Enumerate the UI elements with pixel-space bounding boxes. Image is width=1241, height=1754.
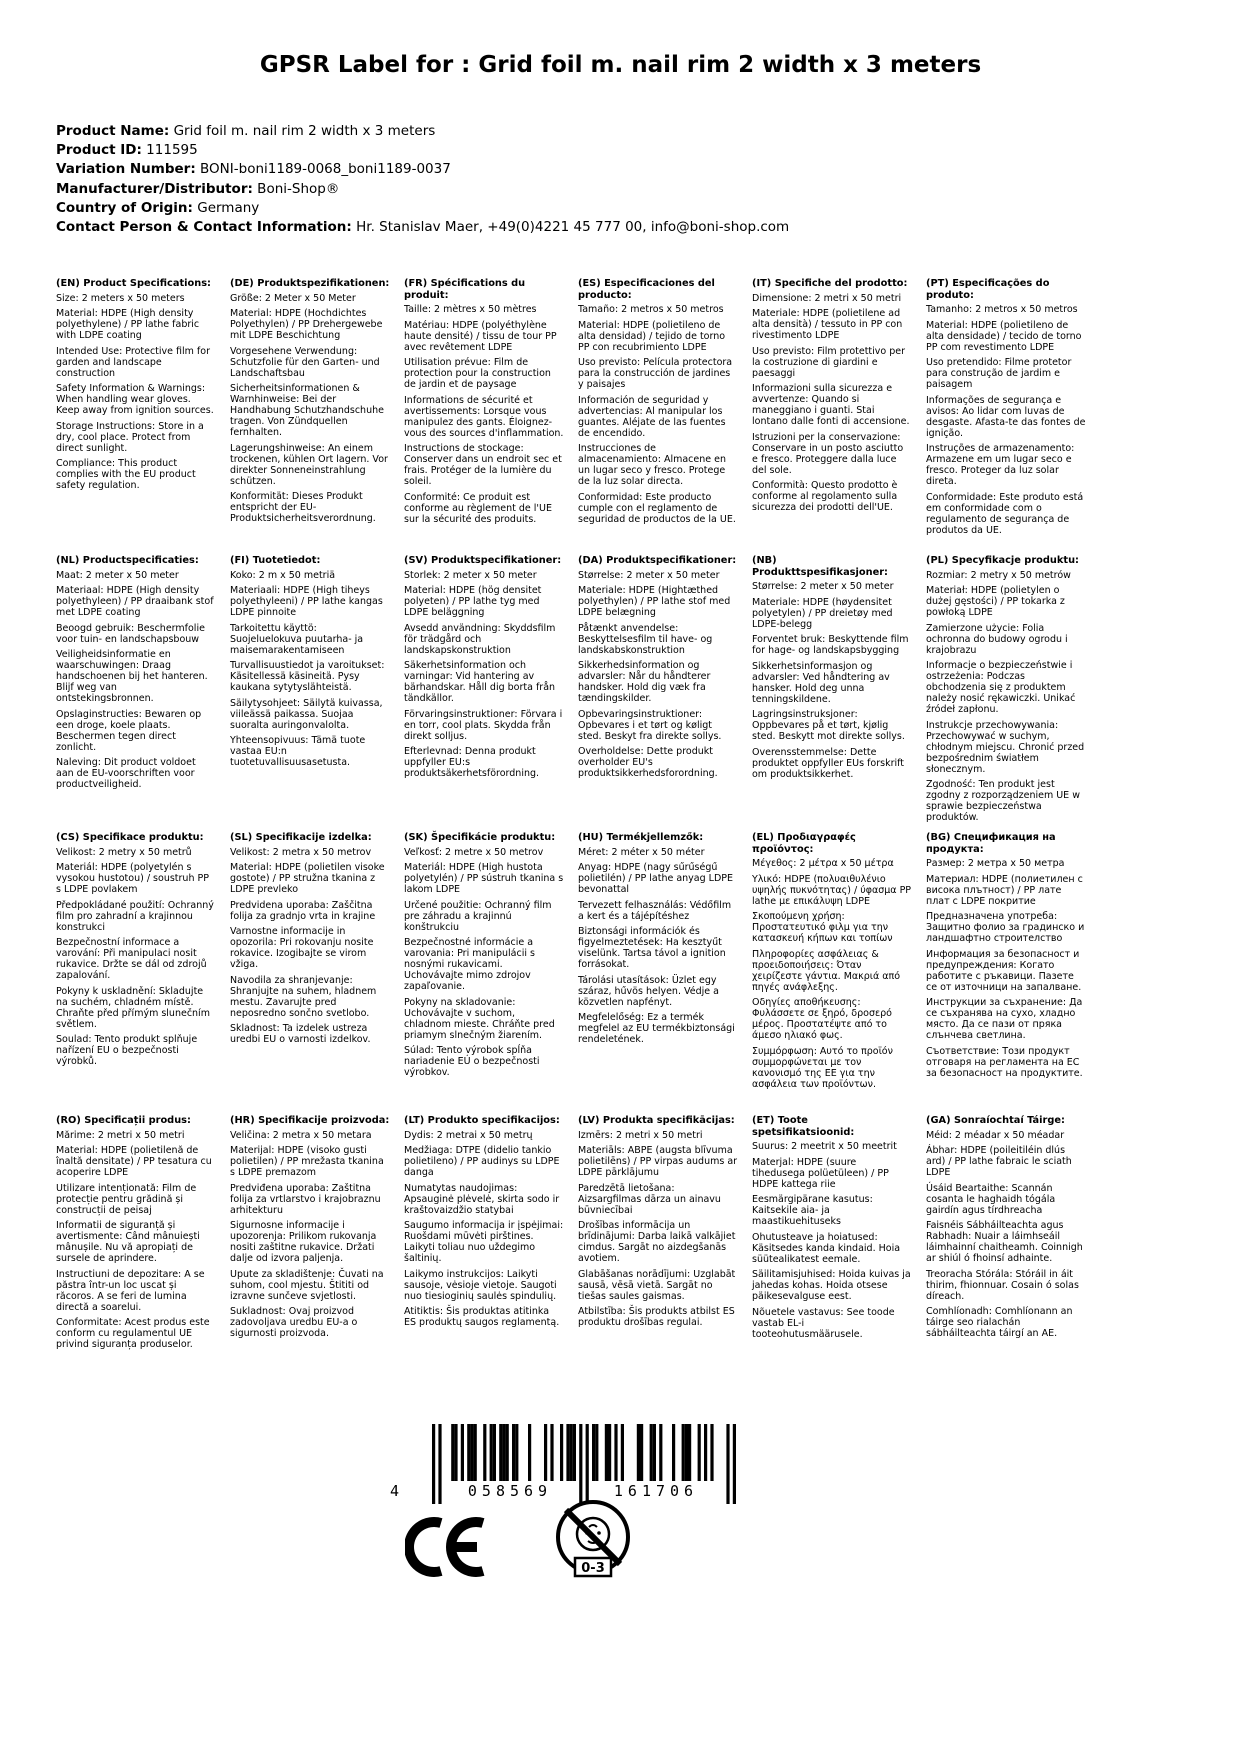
info-value: Hr. Stanislav Maer, +49(0)4221 45 777 00, info@boni-shop.com xyxy=(351,219,790,236)
spec-paragraph: Eesmärgipärane kasutus: Kaitsekile aia- ja maastikuehituseks xyxy=(752,1194,873,1228)
spec-paragraph: Uso pretendido: Filme protetor para construção de jardim e paisagem xyxy=(926,357,1072,391)
spec-paragraph: Instruções de armazenamento: Armazene em um lugar seco e fresco. Proteger da luz solar direta. xyxy=(926,443,1075,488)
svg-text:0-3: 0-3 xyxy=(581,1561,605,1576)
spec-block-de xyxy=(230,278,390,555)
info-label: Product Name: xyxy=(56,123,170,139)
spec-paragraph: Materiál: HDPE (High hustota polyetylén) / PP sústruh tkanina s lakom LDPE xyxy=(404,862,564,896)
spec-block-sk xyxy=(404,832,564,1115)
spec-block-nl xyxy=(56,555,216,832)
spec-heading: (GA) Sonraíochtaí Táirge: xyxy=(926,1115,1065,1126)
spec-paragraph: Материал: HDPE (полиетилен с висока плътност) / PP лате плат с LDPE покритие xyxy=(926,873,1083,907)
spec-paragraph: Pokyny k uskladnění: Skladujte na suchém, chladném místě. Chraňte před přímým slunečním světlem. xyxy=(56,985,210,1030)
spec-paragraph: Material: HDPE (polietilen visoke gostote) / PP stružna tkanina z LDPE prevleko xyxy=(230,862,385,896)
spec-block-ga xyxy=(926,1115,1086,1355)
info-row xyxy=(56,141,789,160)
spec-paragraph: Información de seguridad y advertencias: Al manipular los guantes. Aléjate de las fuentes de encendido. xyxy=(578,394,726,439)
spec-paragraph: Съответствие: Този продукт отговаря на регламента на ЕС за безопасност на продуктите. xyxy=(926,1045,1083,1079)
spec-heading: (RO) Specificații produs: xyxy=(56,1115,191,1126)
info-label: Contact Person & Contact Information: xyxy=(56,219,352,236)
spec-paragraph: Tamaño: 2 metros x 50 metros xyxy=(578,304,724,316)
spec-block-bg xyxy=(926,832,1086,1115)
spec-block-sv xyxy=(404,555,564,832)
spec-paragraph: Méid: 2 méadar x 50 méadar xyxy=(926,1129,1065,1141)
info-label: Variation Number: xyxy=(56,161,196,178)
spec-paragraph: Υλικό: HDPE (πολυαιθυλένιο υψηλής πυκνότητας) / ύφασμα PP lathe με επικάλυψη LDPE xyxy=(752,873,912,907)
spec-block-hu xyxy=(578,832,738,1115)
spec-block-et xyxy=(752,1115,912,1355)
spec-heading: (DE) Produktspezifikationen: xyxy=(230,278,390,289)
spec-paragraph: Overholdelse: Dette produkt overholder EU's produktsikkerhedsforordning. xyxy=(578,746,718,780)
spec-paragraph: Beoogd gebruik: Beschermfolie voor tuin- en landschapsbouw xyxy=(56,622,205,645)
spec-paragraph: Nõuetele vastavus: See toode vastab EL-i tooteohutusmäärusele. xyxy=(752,1306,895,1340)
spec-block-pt xyxy=(926,278,1086,555)
spec-paragraph: Σκοπούμενη χρήση: Προστατευτικό φιλμ για την κατασκευή κήπων και τοπίων xyxy=(752,911,893,945)
info-row xyxy=(56,122,789,141)
spec-paragraph: Předpokládané použití: Ochranný film pro zahradní a krajinnou konstrukci xyxy=(56,899,214,933)
spec-paragraph: Yhteensopivuus: Tämä tuote vastaa EU:n tuotetuvallisuusasetusta. xyxy=(230,735,366,769)
spec-paragraph: Zgodność: Ten produkt jest zgodny z rozporządzeniem UE w sprawie bezpieczeństwa produktów. xyxy=(926,779,1080,824)
spec-paragraph: Mărime: 2 metri x 50 metri xyxy=(56,1129,185,1141)
spec-heading: (EL) Προδιαγραφές προϊόντος: xyxy=(752,832,856,855)
spec-paragraph: Conformidade: Este produto está em conformidade com o regulamento de segurança de produtos da UE. xyxy=(926,491,1084,536)
spec-paragraph: Materiale: HDPE (høydensitet polyetylen) / PP dreietøy med LDPE-belegg xyxy=(752,596,893,630)
spec-paragraph: Numatytas naudojimas: Apsauginė plėvelė, skirta sodo ir kraštovaizdžio statybai xyxy=(404,1182,560,1216)
spec-paragraph: Predviđena uporaba: Zaštitna folija za vrtlarstvo i krajobraznu arhitekturu xyxy=(230,1182,381,1216)
spec-block-es xyxy=(578,278,738,555)
spec-paragraph: Dydis: 2 metrai x 50 metrų xyxy=(404,1129,533,1141)
spec-paragraph: Materjal: HDPE (suure tihedusega polüetüleen) / PP HDPE kattega riie xyxy=(752,1156,889,1190)
spec-block-nb xyxy=(752,555,912,832)
barcode-left-digits: 058569 xyxy=(467,1482,553,1500)
spec-heading: (PT) Especificações do produto: xyxy=(926,278,1050,301)
spec-paragraph: Säkerhetsinformation och varningar: Vid hantering av bärhandskar. Håll dig borta från tändkällor. xyxy=(404,660,556,705)
spec-paragraph: Medžiaga: DTPE (didelio tankio polietileno) / PP audinys su LDPE danga xyxy=(404,1145,560,1179)
age-warning-0-3-icon xyxy=(548,1492,638,1594)
spec-paragraph: Informazioni sulla sicurezza e avvertenze: Quando si maneggiano i guanti. Stai lontano dalle fonti di accensione. xyxy=(752,383,910,428)
info-row xyxy=(56,218,789,237)
spec-heading: (ES) Especificaciones del producto: xyxy=(578,278,715,301)
info-value: BONI-boni1189-0068_boni1189-0037 xyxy=(195,161,451,178)
spec-paragraph: Soulad: Tento produkt splňuje nařízení EU o bezpečnosti výrobků. xyxy=(56,1034,198,1068)
spec-paragraph: Faisnéis Sábháilteachta agus Rabhadh: Nuair a láimhseáil láimhainní chaitheamh. Coinnigh ar shiúl ó fhoinsí adhainte. xyxy=(926,1220,1083,1265)
info-row xyxy=(56,160,789,179)
spec-heading: (NL) Productspecificaties: xyxy=(56,555,199,566)
spec-paragraph: Veiligheidsinformatie en waarschuwingen: Draag handschoenen bij het hanteren. Blijf weg van ontstekingsbronnen. xyxy=(56,649,208,705)
spec-paragraph: Avsedd användning: Skyddsfilm för trädgård och landskapskonstruktion xyxy=(404,622,556,656)
spec-paragraph: Opslaginstructies: Bewaren op een droge, koele plaats. Beschermen tegen direct zonlicht. xyxy=(56,708,202,753)
spec-paragraph: Instrucciones de almacenamiento: Almacene en un lugar seco y fresco. Protege de la luz solar directa. xyxy=(578,443,726,488)
spec-block-lv xyxy=(578,1115,738,1355)
spec-paragraph: Conformità: Questo prodotto è conforme al regolamento sulla sicurezza dei prodotti dell'UE. xyxy=(752,480,898,514)
spec-paragraph: Koko: 2 m x 50 metriä xyxy=(230,569,336,581)
spec-paragraph: Tárolási utasítások: Üzlet egy száraz, hűvös helyen. Védje a közvetlen napfényt. xyxy=(578,974,719,1008)
spec-heading: (EN) Product Specifications: xyxy=(56,278,211,289)
spec-paragraph: Izmērs: 2 metri x 50 metri xyxy=(578,1129,703,1141)
spec-heading: (HR) Specifikacije proizvoda: xyxy=(230,1115,390,1126)
info-label: Product ID: xyxy=(56,142,142,159)
spec-paragraph: Materiale: HDPE (Hightæthed polyethylen) / PP lathe stof med LDPE belægning xyxy=(578,585,731,619)
spec-paragraph: Conformitate: Acest produs este conform cu regulamentul UE privind siguranța produselor. xyxy=(56,1317,210,1351)
spec-paragraph: Bezpečnostní informace a varování: Při manipulaci nosit rukavice. Držte se dál od zdrojů zapalování. xyxy=(56,937,207,982)
info-label: Country of Origin: xyxy=(56,199,193,216)
spec-paragraph: Suurus: 2 meetrit x 50 meetrit xyxy=(752,1141,897,1153)
spec-paragraph: Størrelse: 2 meter x 50 meter xyxy=(578,569,720,581)
spec-block-en xyxy=(56,278,216,555)
spec-paragraph: Matériau: HDPE (polyéthylène haute densité) / tissu de tour PP avec revêtement LDPE xyxy=(404,319,557,353)
spec-paragraph: Lagerungshinweise: An einem trockenen, kühlen Ort lagern. Vor direkter Sonneneinstrahlung schützen. xyxy=(230,442,388,487)
spec-heading: (SV) Produktspecifikationer: xyxy=(404,555,562,566)
spec-paragraph: Sikkerhedsinformation og advarsler: Når du håndterer handsker. Hold dig væk fra tændingskilder. xyxy=(578,660,711,705)
spec-paragraph: Rozmiar: 2 metry x 50 metrów xyxy=(926,569,1071,581)
spec-paragraph: Påtænkt anvendelse: Beskyttelsesfilm til have- og landskabskonstruktion xyxy=(578,622,713,656)
spec-heading: (SL) Specifikacije izdelka: xyxy=(230,832,372,843)
spec-paragraph: Drošības informācija un brīdinājumi: Darba laikā valkājiet cimdus. Sargāt no aizdegšanās avotiem. xyxy=(578,1220,736,1265)
spec-paragraph: Veľkosť: 2 metre x 50 metrov xyxy=(404,846,544,858)
spec-block-ro xyxy=(56,1115,216,1355)
spec-paragraph: Material: HDPE (polietilenă de înaltă densitate) / PP tesatura cu acoperire LDPE xyxy=(56,1145,212,1179)
spec-paragraph: Atbilstība: Šis produkts atbilst ES produktu drošības regulai. xyxy=(578,1306,735,1329)
spec-paragraph: Maat: 2 meter x 50 meter xyxy=(56,569,179,581)
spec-heading: (ET) Toote spetsifikatsioonid: xyxy=(752,1115,855,1138)
spec-paragraph: Megfelelőség: Ez a termék megfelel az EU termékbiztonsági rendeletének. xyxy=(578,1012,735,1046)
spec-paragraph: Material: HDPE (High density polyethylene) / PP lathe fabric with LDPE coating xyxy=(56,308,200,342)
spec-paragraph: Naleving: Dit product voldoet aan de EU-voorschriften voor productveiligheid. xyxy=(56,757,196,791)
spec-paragraph: Glabāšanas norādījumi: Uzglabāt sausā, vēsā vietā. Sargāt no tiešas saules gaismas. xyxy=(578,1268,736,1302)
spec-paragraph: Predvidena uporaba: Zaščitna folija za gradnjo vrta in krajine xyxy=(230,899,376,922)
spec-block-it xyxy=(752,278,912,555)
spec-paragraph: Πληροφορίες ασφάλειας & προειδοποιήσεις: Όταν χειρίζεστε γάντια. Μακριά από πηγές ανάφλεξης. xyxy=(752,948,901,993)
barcode-system-digit: 4 xyxy=(390,1482,400,1500)
spec-paragraph: Forventet bruk: Beskyttende film for hage- og landskapsbygging xyxy=(752,634,909,657)
info-value: Boni-Shop® xyxy=(252,180,340,197)
spec-heading: (PL) Specyfikacje produktu: xyxy=(926,555,1079,566)
spec-paragraph: Informations de sécurité et avertissements: Lorsque vous manipulez des gants. Éloignez-vous des sources d'inflammation. xyxy=(404,394,564,439)
spec-block-da xyxy=(578,555,738,832)
spec-paragraph: Μέγεθος: 2 μέτρα x 50 μέτρα xyxy=(752,858,894,870)
spec-paragraph: Säilitamisjuhised: Hoida kuivas ja jahedas kohas. Hoida otsese päikesevalguse eest. xyxy=(752,1269,911,1303)
spec-block-el xyxy=(752,832,912,1115)
spec-paragraph: Предназначена употреба: Защитно фолио за градинско и ландшафтно строителство xyxy=(926,911,1085,945)
spec-heading: (HU) Termékjellemzők: xyxy=(578,832,704,843)
spec-heading: (NB) Produkttspesifikasjoner: xyxy=(752,555,888,578)
spec-paragraph: Material: HDPE (polietileno de alta densidade) / tecido de torno PP com revestimento LDPE xyxy=(926,319,1082,353)
spec-paragraph: Upute za skladištenje: Čuvati na suhom, cool mjestu. Štititi od izravne sunčeve svjetlosti. xyxy=(230,1268,384,1302)
spec-paragraph: Instructions de stockage: Conserver dans un endroit sec et frais. Protéger de la lumière du soleil. xyxy=(404,443,562,488)
spec-paragraph: Ábhar: HDPE (poileitiléin dlús ard) / PP lathe fabraic le sciath LDPE xyxy=(926,1145,1072,1179)
spec-paragraph: Materiaali: HDPE (High tiheys polyethyleeni) / PP lathe kangas LDPE pinnoite xyxy=(230,585,383,619)
spec-block-fi xyxy=(230,555,390,832)
spec-paragraph: Informações de segurança e avisos: Ao lidar com luvas de desgaste. Afasta-te das fontes de ignição. xyxy=(926,394,1086,439)
spec-heading: (FR) Spécifications du produit: xyxy=(404,278,526,301)
spec-paragraph: Instructiuni de depozitare: A se păstra într-un loc uscat și răcoros. A se feri de lumina directă a soarelui. xyxy=(56,1268,205,1313)
spec-paragraph: Informatii de siguranță și avertismente: Când mânuiești mânușile. Nu vă apropiați de sursele de aprindere. xyxy=(56,1220,200,1265)
spec-heading: (IT) Specifiche del prodotto: xyxy=(752,278,908,289)
spec-heading: (CS) Specifikace produktu: xyxy=(56,832,204,843)
spec-paragraph: Méret: 2 méter x 50 méter xyxy=(578,846,705,858)
spec-block-cs xyxy=(56,832,216,1115)
spec-paragraph: Material: HDPE (Hochdichtes Polyethylen) / PP Drehergewebe mit LDPE Beschichtung xyxy=(230,308,383,342)
spec-block-pl xyxy=(926,555,1086,832)
spec-paragraph: Konformität: Dieses Produkt entspricht der EU-Produktsicherheitsverordnung. xyxy=(230,491,376,525)
spec-paragraph: Safety Information & Warnings: When handling wear gloves. Keep away from ignition sources. xyxy=(56,383,214,417)
spec-paragraph: Velikost: 2 metra x 50 metrov xyxy=(230,846,372,858)
spec-heading: (FI) Tuotetiedot: xyxy=(230,555,321,566)
spec-paragraph: Varnostne informacije in opozorila: Pri rokovanju nosite rokavice. Izogibajte se virom vžiga. xyxy=(230,926,374,971)
spec-paragraph: Uso previsto: Película protectora para la construcción de jardines y paisajes xyxy=(578,357,733,391)
spec-paragraph: Materijal: HDPE (visoko gusti polietilen) / PP mrežasta tkanina s LDPE premazom xyxy=(230,1145,384,1179)
info-value: Grid foil m. nail rim 2 width x 3 meters xyxy=(169,123,436,139)
spec-block-fr xyxy=(404,278,564,555)
spec-paragraph: Storlek: 2 meter x 50 meter xyxy=(404,569,537,581)
spec-paragraph: Tarkoitettu käyttö: Suojeluelokuva puutarha- ja maisemarakentamiseen xyxy=(230,622,364,656)
spec-paragraph: Instrukcje przechowywania: Przechowywać w suchym, chłodnym miejscu. Chronić przed bezpośrednim światłem słonecznym. xyxy=(926,719,1085,775)
spec-paragraph: Velikost: 2 metry x 50 metrů xyxy=(56,846,192,858)
spec-paragraph: Säilytysohjeet: Säilytä kuivassa, viileässä paikassa. Suojaa suoralta auringonvalolta. xyxy=(230,697,383,731)
spec-paragraph: Größe: 2 Meter x 50 Meter xyxy=(230,292,356,304)
spec-paragraph: Materiál: HDPE (polyetylén s vysokou hustotou) / soustruh PP s LDPE povlakem xyxy=(56,862,209,896)
spec-paragraph: Størrelse: 2 meter x 50 meter xyxy=(752,581,894,593)
spec-grid xyxy=(56,278,1086,1355)
spec-paragraph: Istruzioni per la conservazione: Conservare in un posto asciutto e fresco. Proteggere dalla luce del sole. xyxy=(752,431,904,476)
product-info xyxy=(56,122,789,237)
spec-paragraph: Comhlíonadh: Comhlíonann an táirge seo rialachán sábháilteachta táirgí an AE. xyxy=(926,1306,1073,1340)
spec-paragraph: Sikkerhetsinformasjon og advarsler: Ved håndtering av hansker. Hold deg unna tenningskildene. xyxy=(752,660,890,705)
spec-block-hr xyxy=(230,1115,390,1355)
spec-heading: (LV) Produkta specifikācijas: xyxy=(578,1115,735,1126)
spec-paragraph: Material: HDPE (hög densitet polyeten) / PP lathe tyg med LDPE beläggning xyxy=(404,585,542,619)
spec-block-lt xyxy=(404,1115,564,1355)
spec-paragraph: Förvaringsinstruktioner: Förvara i en torr, cool plats. Skydda från direkt solljus. xyxy=(404,708,563,742)
spec-paragraph: Taille: 2 mètres x 50 mètres xyxy=(404,304,537,316)
info-value: 111595 xyxy=(141,142,198,159)
spec-paragraph: Информация за безопасност и предупреждения: Когато работите с ръкавици. Пазете се от източници на запалване. xyxy=(926,948,1082,993)
spec-paragraph: Инструкции за съхранение: Да се съхранява на сухо, хладно място. Да се пази от пряка слънчева светлина. xyxy=(926,997,1083,1042)
spec-paragraph: Materiāls: ABPE (augsta blīvuma polietilēns) / PP virpas audums ar LDPE pārklājumu xyxy=(578,1145,738,1179)
spec-paragraph: Συμμόρφωση: Αυτό το προϊόν συμμορφώνεται με τον κανονισμό της ΕΕ για την ασφάλεια των προϊόντων. xyxy=(752,1045,893,1090)
info-label: Manufacturer/Distributor: xyxy=(56,180,253,197)
spec-paragraph: Tervezett felhasználás: Védőfilm a kert és a tájépítéshez xyxy=(578,899,732,922)
spec-paragraph: Súlad: Tento výrobok spĺňa nariadenie EÚ o bezpečnosti výrobkov. xyxy=(404,1045,540,1079)
spec-paragraph: Navodila za shranjevanje: Shranjujte na suhem, hladnem mestu. Zavarujte pred neposredno sončno svetlobo. xyxy=(230,974,377,1019)
spec-paragraph: Pokyny na skladovanie: Uchovávajte v suchom, chladnom mieste. Chráňte pred priamym slnečným žiarením. xyxy=(404,996,555,1041)
spec-paragraph: Treoracha Stórála: Stóráil in áit thirim, fhionnuar. Cosain ó solas díreach. xyxy=(926,1268,1079,1302)
info-row xyxy=(56,180,789,199)
spec-paragraph: Dimensione: 2 metri x 50 metri xyxy=(752,292,902,304)
spec-paragraph: Compliance: This product complies with the EU product safety regulation. xyxy=(56,458,196,492)
spec-paragraph: Materiał: HDPE (polietylen o dużej gęstości) / PP tokarka z powłoką LDPE xyxy=(926,585,1065,619)
spec-paragraph: Ohutusteave ja hoiatused: Käsitsedes kanda kindaid. Hoia süütealikatest eemale. xyxy=(752,1231,901,1265)
spec-paragraph: Размер: 2 метра x 50 метра xyxy=(926,858,1065,870)
spec-heading: (LT) Produkto specifikacijos: xyxy=(404,1115,560,1126)
info-row xyxy=(56,199,789,218)
spec-paragraph: Vorgesehene Verwendung: Schutzfolie für den Garten- und Landschaftsbau xyxy=(230,345,380,379)
spec-paragraph: Intended Use: Protective film for garden and landscape construction xyxy=(56,345,210,379)
spec-paragraph: Lagringsinstruksjoner: Oppbevares på et tørt, kjølig sted. Beskytt mot direkte sollys. xyxy=(752,709,905,743)
spec-paragraph: Tamanho: 2 metros x 50 metros xyxy=(926,304,1078,316)
spec-paragraph: Určené použitie: Ochranný film pre záhradu a krajinnú konštrukciu xyxy=(404,899,552,933)
spec-paragraph: Paredzētā lietošana: Aizsargfilmas dārza un ainavu būvniecībai xyxy=(578,1182,721,1216)
spec-paragraph: Materiaal: HDPE (High density polyethyleen) / PP draaibank stof met LDPE coating xyxy=(56,585,214,619)
spec-paragraph: Efterlevnad: Denna produkt uppfyller EU:s produktsäkerhetsförordning. xyxy=(404,746,540,780)
spec-paragraph: Material: HDPE (polietileno de alta densidad) / tejido de torno PP con recubrimiento LDPE xyxy=(578,319,726,353)
spec-paragraph: Zamierzone użycie: Folia ochronna do budowy ogrodu i krajobrazu xyxy=(926,622,1068,656)
spec-paragraph: Atitiktis: Šis produktas atitinka ES produktų saugos reglamentą. xyxy=(404,1306,560,1329)
spec-paragraph: Informacje o bezpieczeństwie i ostrzeżenia: Podczas obchodzenia się z produktem należy nosić rękawiczki. Unikać źródeł zapłonu. xyxy=(926,660,1076,716)
spec-paragraph: Biztonsági információk és figyelmeztetések: Ha kesztyűt viselünk. Tartsa távol a ignition forrásokat. xyxy=(578,926,726,971)
spec-heading: (SK) Špecifikácie produktu: xyxy=(404,832,556,843)
spec-heading: (DA) Produktspecifikationer: xyxy=(578,555,737,566)
spec-paragraph: Úsáid Beartaithe: Scannán cosanta le haghaidh tógála gairdín agus tírdhreacha xyxy=(926,1182,1056,1216)
spec-paragraph: Sukladnost: Ovaj proizvod zadovoljava uredbu EU-a o sigurnosti proizvoda. xyxy=(230,1306,358,1340)
ce-mark-icon xyxy=(405,1516,487,1582)
spec-paragraph: Anyag: HDPE (nagy sűrűségű polietilén) / PP lathe anyag LDPE bevonattal xyxy=(578,862,734,896)
spec-paragraph: Materiale: HDPE (polietilene ad alta densità) / tessuto in PP con rivestimento LDPE xyxy=(752,308,903,342)
spec-block-sl xyxy=(230,832,390,1115)
spec-paragraph: Sicherheitsinformationen & Warnhinweise: Bei der Handhabung Schutzhandschuhe tragen. Von Zündquellen fernhalten. xyxy=(230,383,384,439)
spec-paragraph: Sigurnosne informacije i upozorenja: Prilikom rukovanja nositi zaštitne rukavice. Držati dalje od izvora paljenja. xyxy=(230,1220,377,1265)
spec-paragraph: Size: 2 meters x 50 meters xyxy=(56,292,185,304)
spec-paragraph: Utilisation prévue: Film de protection pour la construction de jardin et de paysage xyxy=(404,357,551,391)
spec-paragraph: Skladnost: Ta izdelek ustreza uredbi EU o varnosti izdelkov. xyxy=(230,1023,371,1046)
spec-heading: (BG) Спецификация на продукта: xyxy=(926,832,1056,855)
page-title: GPSR Label for : Grid foil m. nail rim 2 width x 3 meters xyxy=(259,52,982,78)
spec-paragraph: Conformidad: Este producto cumple con el reglamento de seguridad de productos de la UE. xyxy=(578,491,736,525)
spec-paragraph: Opbevaringsinstruktioner: Opbevares i et tørt og køligt sted. Beskyt fra direkte sollys. xyxy=(578,708,722,742)
spec-paragraph: Bezpečnostné informácie a varovania: Pri manipulácii s nosnými rukavicami. Uchovávajte mimo zdrojov zapaľovanie. xyxy=(404,937,535,993)
spec-paragraph: Turvallisuustiedot ja varoitukset: Käsitellessä käsineitä. Pysy kaukana sytytyslähteistä. xyxy=(230,660,385,694)
spec-paragraph: Saugumo informacija ir įspėjimai: Ruošdami mūvėti pirštines. Laikyti toliau nuo uždegimo šaltinių. xyxy=(404,1220,564,1265)
spec-paragraph: Οδηγίες αποθήκευσης: Φυλάσσετε σε ξηρό, δροσερό μέρος. Προστατέψτε από το άμεσο ηλιακό φως. xyxy=(752,997,892,1042)
spec-paragraph: Laikymo instrukcijos: Laikyti sausoje, vėsioje vietoje. Saugoti nuo tiesioginių saulės spindulių. xyxy=(404,1268,557,1302)
spec-paragraph: Utilizare intenționată: Film de protecție pentru grădină și construcții de peisaj xyxy=(56,1182,197,1216)
spec-paragraph: Overensstemmelse: Dette produktet oppfyller EUs forskrift om produktsikkerhet. xyxy=(752,746,905,780)
spec-paragraph: Veličina: 2 metra x 50 metara xyxy=(230,1129,372,1141)
barcode-right-digits: 161706 xyxy=(613,1482,699,1500)
spec-paragraph: Storage Instructions: Store in a dry, cool place. Protect from direct sunlight. xyxy=(56,420,204,454)
info-value: Germany xyxy=(192,199,260,216)
spec-paragraph: Uso previsto: Film protettivo per la costruzione di giardini e paesaggi xyxy=(752,345,906,379)
spec-paragraph: Conformité: Ce produit est conforme au règlement de l'UE sur la sécurité des produits. xyxy=(404,491,552,525)
